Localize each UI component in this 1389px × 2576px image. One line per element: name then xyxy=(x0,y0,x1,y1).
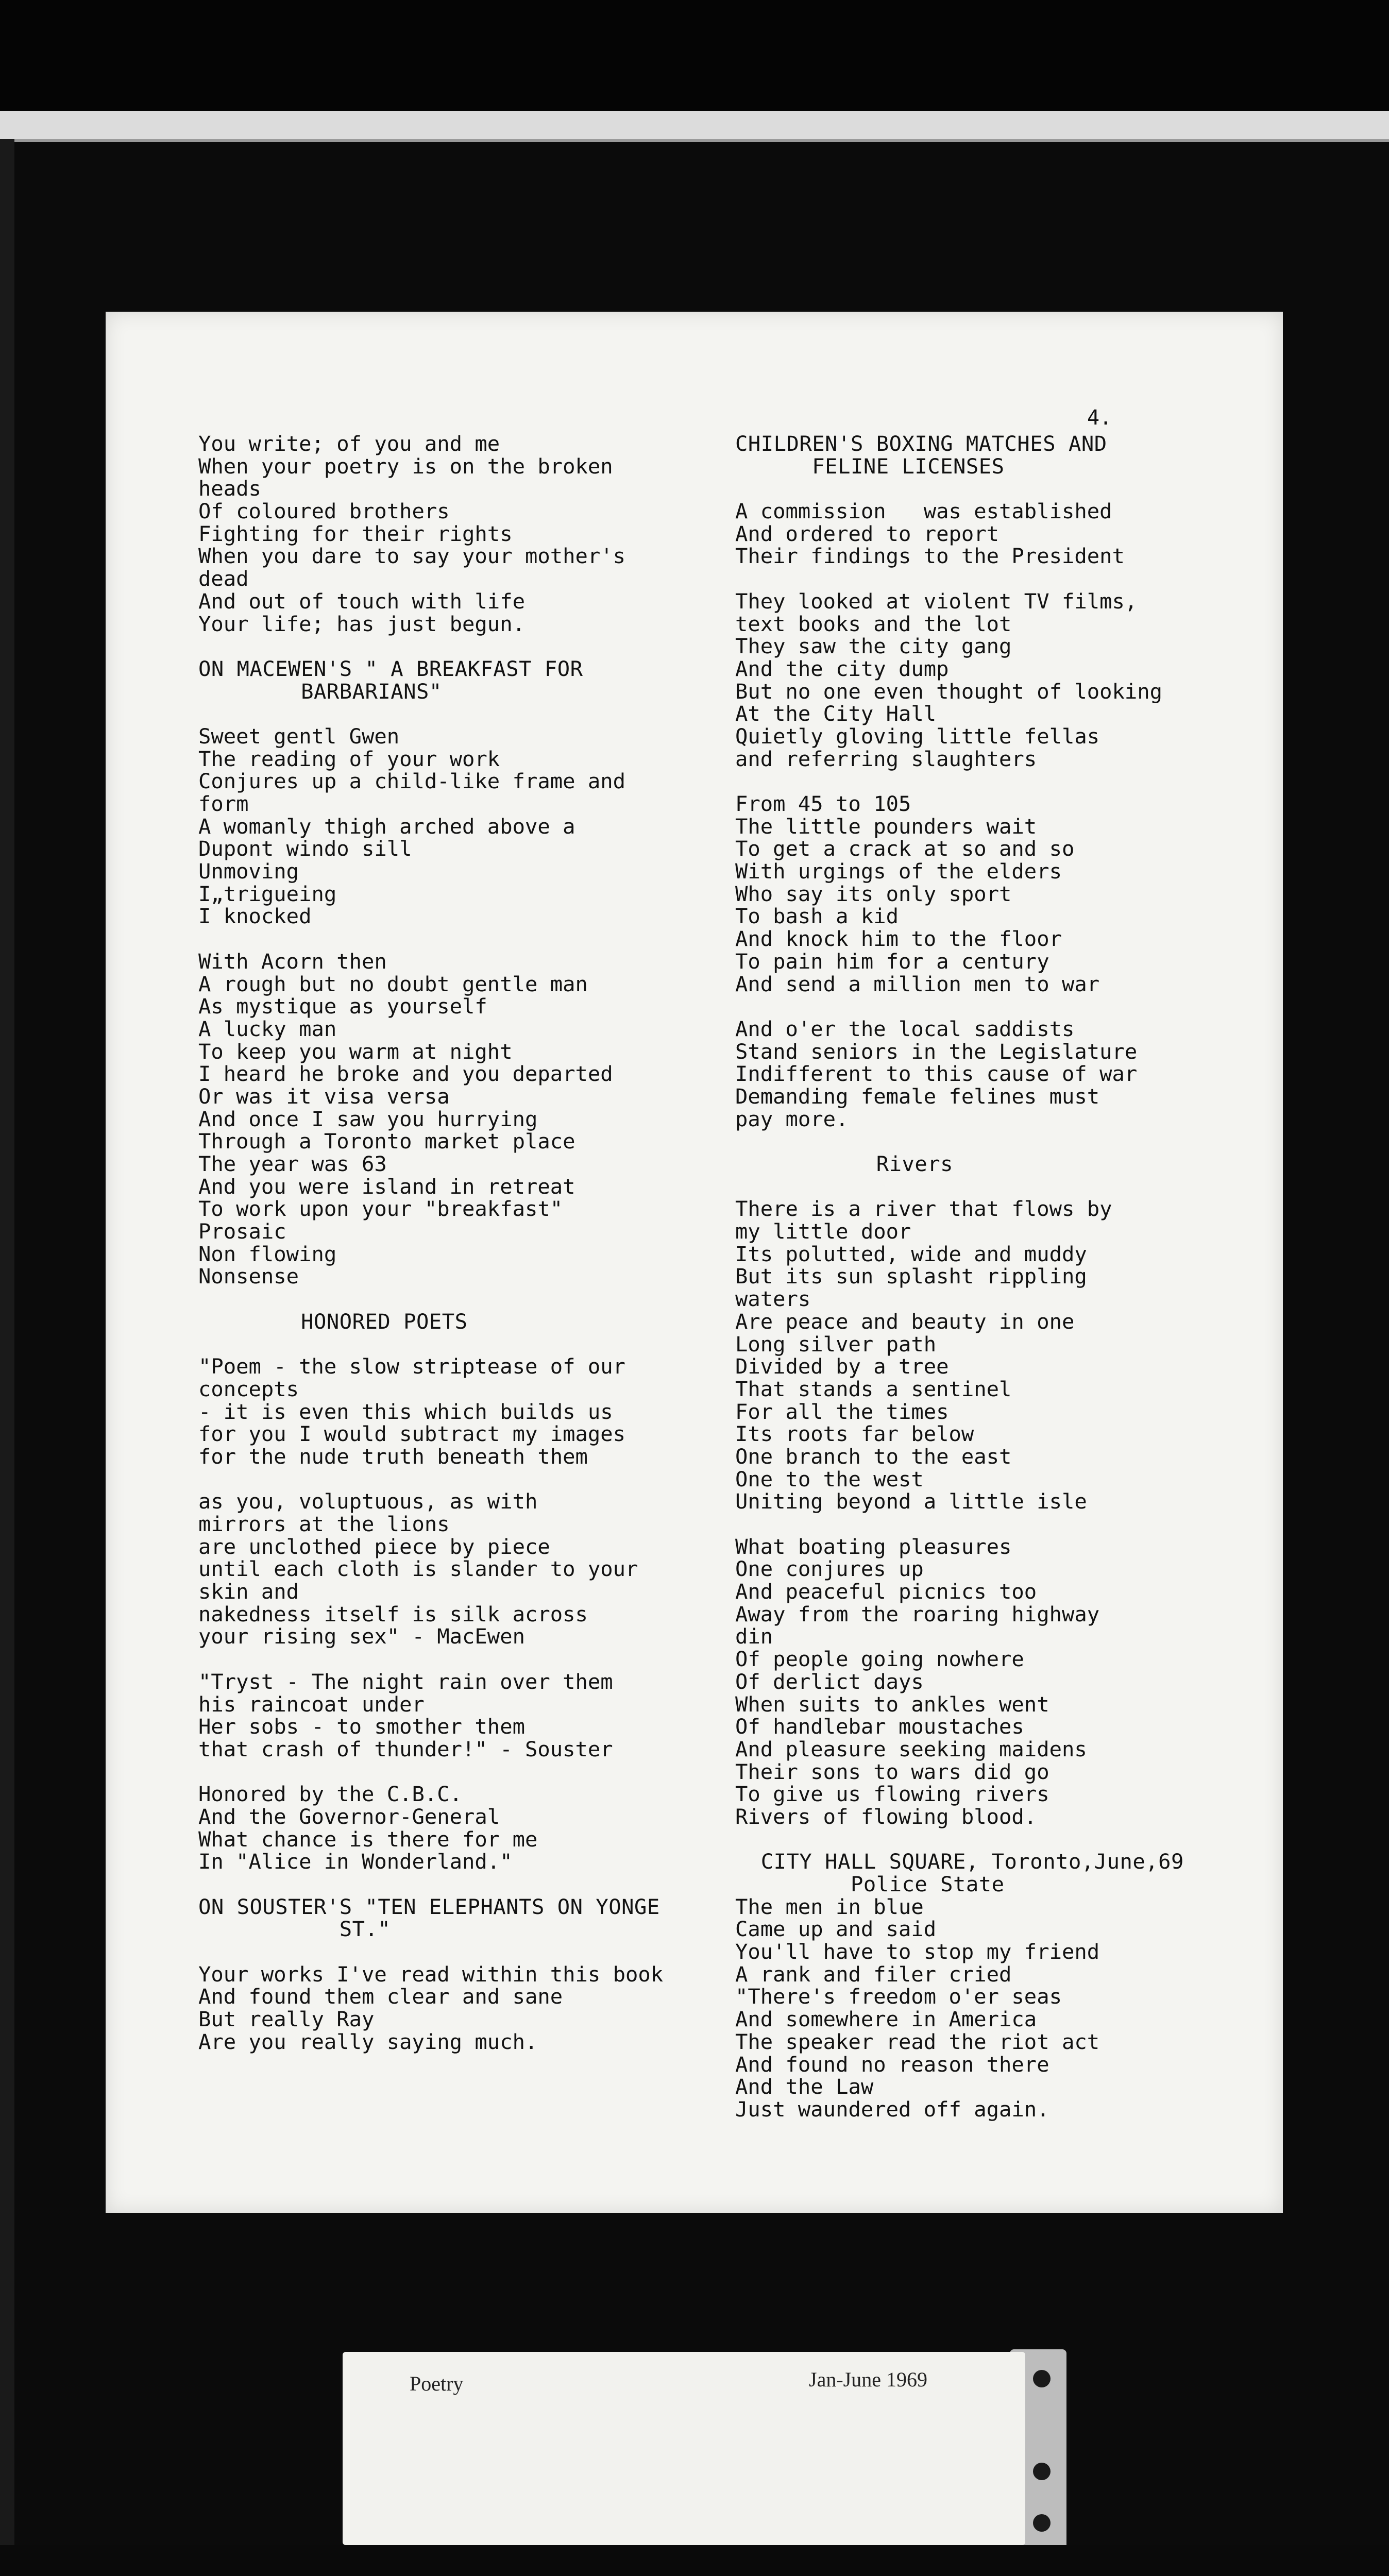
left-column-text-line: "Poem - the slow striptease of our xyxy=(198,1354,626,1379)
right-column-text-line: And peaceful picnics too xyxy=(735,1579,1037,1604)
left-column-text-line: skin and xyxy=(198,1579,299,1604)
left-column-text-line: Nonsense xyxy=(198,1264,299,1289)
right-column-text-line: A rank and filer cried xyxy=(735,1961,1012,1987)
right-column-text-line: And the Law xyxy=(735,2074,874,2099)
left-column-text-line: And the Governor-General xyxy=(198,1804,500,1829)
left-column-text-line xyxy=(198,635,744,658)
right-column-text-line: They saw the city gang xyxy=(735,634,1012,659)
right-column-text-line: Quietly gloving little fellas xyxy=(735,723,1100,749)
right-column-text-line xyxy=(735,1828,1281,1851)
punch-hole xyxy=(1033,2463,1051,2480)
film-top-border xyxy=(0,0,1389,111)
right-column-text-line: To get a crack at so and so xyxy=(735,836,1075,861)
left-column-text-line: To work upon your "breakfast" xyxy=(198,1196,563,1222)
left-column-text-line: I„trigueing xyxy=(198,881,337,906)
right-column-text-line xyxy=(735,995,1281,1018)
left-column-text-line: - it is even this which builds us xyxy=(198,1399,613,1424)
right-column-text-line: And the city dump xyxy=(735,656,949,681)
page-number: 4. xyxy=(1087,406,1112,430)
right-column-text-line: They looked at violent TV films, xyxy=(735,588,1138,614)
right-column-text-line: Rivers of flowing blood. xyxy=(735,1804,1037,1829)
left-column-text-line: A lucky man xyxy=(198,1016,337,1041)
left-column-text-line: nakedness itself is silk across xyxy=(198,1601,588,1626)
right-column-text-line: Came up and said xyxy=(735,1917,937,1942)
left-column-text-line: The year was 63 xyxy=(198,1151,387,1176)
left-column-text-line: Conjures up a child-like frame and xyxy=(198,769,626,794)
left-column-text-line: Honored by the C.B.C. xyxy=(198,1782,463,1807)
document-page xyxy=(106,312,1283,2213)
right-column-text-line: One conjures up xyxy=(735,1556,924,1582)
right-column-text-line: The little pounders wait xyxy=(735,814,1037,839)
right-column-text-line: A commission was established xyxy=(735,499,1112,524)
right-column-text-line: When suits to ankles went xyxy=(735,1691,1049,1717)
right-column-text-line: One branch to the east xyxy=(735,1444,1012,1469)
right-column-text-line: And pleasure seeking maidens xyxy=(735,1736,1087,1761)
right-column-text-line: One to the west xyxy=(735,1466,924,1492)
left-column-text-line: Of coloured brothers xyxy=(198,499,450,524)
left-column-text-line: I knocked xyxy=(198,904,312,929)
right-column-text-line: And somewhere in America xyxy=(735,2007,1037,2032)
left-column-text-line: And found them clear and sane xyxy=(198,1984,563,2009)
left-column-text-line xyxy=(198,1873,744,1896)
left-column-text-line xyxy=(198,1648,744,1671)
left-column-text-line: A rough but no doubt gentle man xyxy=(198,971,588,996)
right-column-text-line: For all the times xyxy=(735,1399,949,1424)
right-column-text-line: But no one even thought of looking xyxy=(735,679,1163,704)
left-column-text-line: for the nude truth beneath them xyxy=(198,1444,588,1469)
right-column-text-line: Who say its only sport xyxy=(735,881,1012,906)
archive-label-card xyxy=(343,2352,1025,2545)
left-column-text-line: And out of touch with life xyxy=(198,588,525,614)
right-column-text-line: To pain him for a century xyxy=(735,948,1049,974)
left-column-heading-line: HONORED POETS xyxy=(198,1309,468,1334)
right-column-text-line: Of people going nowhere xyxy=(735,1647,1024,1672)
left-column-text-line: Non flowing xyxy=(198,1241,337,1266)
right-column-text-line: And send a million men to war xyxy=(735,971,1100,996)
label-subject: Poetry xyxy=(410,2372,464,2395)
left-column-heading-line: ON MACEWEN'S " A BREAKFAST FOR xyxy=(198,656,583,681)
left-column-text-line: mirrors at the lions xyxy=(198,1512,450,1536)
right-column-text-line xyxy=(735,1130,1281,1153)
left-column-text-line: heads xyxy=(198,476,261,501)
left-column-text-line: Unmoving xyxy=(198,859,299,884)
right-column-text-line: And found no reason there xyxy=(735,2052,1049,2077)
right-column-text-line: The speaker read the riot act xyxy=(735,2029,1100,2054)
right-column-text-line: But its sun splasht rippling xyxy=(735,1264,1087,1289)
left-column-text-line: What chance is there for me xyxy=(198,1826,538,1852)
left-column-text-line: I heard he broke and you departed xyxy=(198,1061,613,1087)
right-column xyxy=(735,433,1281,2121)
right-column-text-line: Are peace and beauty in one xyxy=(735,1309,1075,1334)
right-column-text-line: To bash a kid xyxy=(735,904,899,929)
left-column-text-line xyxy=(198,1761,744,1784)
right-column-text-line: text books and the lot xyxy=(735,611,1012,636)
right-column-text-line: The men in blue xyxy=(735,1894,924,1919)
left-column-text-line: And you were island in retreat xyxy=(198,1174,575,1199)
right-column-text-line: "There's freedom o'er seas xyxy=(735,1984,1062,2009)
right-column-heading-line: CHILDREN'S BOXING MATCHES AND xyxy=(735,431,1107,456)
left-column-text-line: your rising sex" - MacEwen xyxy=(198,1624,525,1649)
left-column-text-line: Fighting for their rights xyxy=(198,521,513,546)
punch-hole xyxy=(1033,2370,1051,2387)
right-column-heading-line: Police State xyxy=(735,1872,1005,1896)
right-column-text-line: There is a river that flows by xyxy=(735,1196,1112,1222)
right-column-text-line: Of handlebar moustaches xyxy=(735,1714,1024,1739)
right-column-heading-line: Rivers xyxy=(735,1151,954,1176)
right-column-text-line: That stands a sentinel xyxy=(735,1376,1012,1401)
left-column-text-line: When you dare to say your mother's xyxy=(198,544,626,569)
right-column-text-line xyxy=(735,478,1281,500)
left-column-text-line: Her sobs - to smother them xyxy=(198,1714,525,1739)
right-column-text-line: From 45 to 105 xyxy=(735,791,911,816)
right-column-text-line: Demanding female felines must xyxy=(735,1083,1100,1109)
right-column-heading-line: CITY HALL SQUARE, Toronto,June,69 xyxy=(735,1849,1184,1874)
left-column-text-line: Prosaic xyxy=(198,1219,286,1244)
left-column-text-line: Are you really saying much. xyxy=(198,2029,538,2054)
left-column xyxy=(198,433,744,2054)
label-date: Jan-June 1969 xyxy=(809,2368,927,2391)
right-column-heading-line: FELINE LICENSES xyxy=(735,453,1005,479)
left-column-text-line: The reading of your work xyxy=(198,746,500,771)
left-column-text-line: form xyxy=(198,791,249,816)
right-column-text-line: pay more. xyxy=(735,1106,849,1131)
left-column-text-line: In "Alice in Wonderland." xyxy=(198,1849,513,1874)
left-column-text-line: But really Ray xyxy=(198,2007,375,2032)
left-column-text-line: his raincoat under xyxy=(198,1691,425,1717)
right-column-text-line: Its polutted, wide and muddy xyxy=(735,1241,1087,1266)
right-column-text-line: Divided by a tree xyxy=(735,1354,949,1379)
left-column-text-line: Dupont windo sill xyxy=(198,836,412,861)
left-column-text-line: for you I would subtract my images xyxy=(198,1421,626,1447)
left-column-text-line xyxy=(198,1941,744,1963)
right-column-text-line: Long silver path xyxy=(735,1331,937,1357)
right-column-text-line: Uniting beyond a little isle xyxy=(735,1489,1087,1514)
right-column-text-line xyxy=(735,568,1281,590)
left-column-text-line: With Acorn then xyxy=(198,948,387,974)
right-column-text-line: To give us flowing rivers xyxy=(735,1782,1049,1807)
right-column-text-line: Indifferent to this cause of war xyxy=(735,1061,1138,1087)
right-column-text-line xyxy=(735,1513,1281,1536)
right-column-text-line: and referring slaughters xyxy=(735,746,1037,771)
film-edge-strip xyxy=(0,111,1389,142)
left-column-text-line xyxy=(198,1333,744,1356)
right-column-text-line: And o'er the local saddists xyxy=(735,1016,1075,1041)
left-column-text-line: Through a Toronto market place xyxy=(198,1129,575,1154)
right-column-text-line: With urgings of the elders xyxy=(735,859,1062,884)
left-column-text-line: And once I saw you hurrying xyxy=(198,1106,538,1131)
right-column-text-line: Their findings to the President xyxy=(735,544,1125,569)
right-column-text-line: Away from the roaring highway xyxy=(735,1601,1100,1626)
left-column-text-line: are unclothed piece by piece xyxy=(198,1534,550,1559)
left-column-text-line xyxy=(198,928,744,951)
left-column-text-line: Or was it visa versa xyxy=(198,1083,450,1109)
right-column-text-line: waters xyxy=(735,1286,811,1312)
right-column-text-line: You'll have to stop my friend xyxy=(735,1939,1100,1964)
left-column-heading-line: ST." xyxy=(198,1917,391,1942)
film-left-margin xyxy=(0,139,14,2576)
right-column-text-line xyxy=(735,1176,1281,1198)
right-column-text-line: And ordered to report xyxy=(735,521,1000,546)
right-column-text-line: Of derlict days xyxy=(735,1669,924,1694)
right-column-text-line: Its roots far below xyxy=(735,1421,974,1447)
left-column-text-line xyxy=(198,1468,744,1491)
film-bottom-border xyxy=(0,2545,1389,2576)
right-column-text-line: Just waundered off again. xyxy=(735,2096,1049,2122)
left-column-text-line: dead xyxy=(198,566,249,591)
left-column-text-line: Sweet gentl Gwen xyxy=(198,723,400,749)
left-column-text-line: Your works I've read within this book xyxy=(198,1961,664,1987)
right-column-text-line: din xyxy=(735,1624,773,1649)
right-column-text-line: And knock him to the floor xyxy=(735,926,1062,952)
left-column-text-line: as you, voluptuous, as with xyxy=(198,1489,538,1514)
left-column-text-line: that crash of thunder!" - Souster xyxy=(198,1736,613,1761)
punch-hole xyxy=(1033,2514,1051,2532)
left-column-text-line: As mystique as yourself xyxy=(198,994,487,1019)
left-column-text-line xyxy=(198,1288,744,1311)
right-column-text-line: Stand seniors in the Legislature xyxy=(735,1039,1138,1064)
left-column-text-line: When your poetry is on the broken xyxy=(198,453,613,479)
left-column-text-line: A womanly thigh arched above a xyxy=(198,814,575,839)
right-column-text-line: At the City Hall xyxy=(735,701,937,726)
right-column-text-line: my little door xyxy=(735,1219,911,1244)
left-column-text-line: You write; of you and me xyxy=(198,431,500,456)
right-column-text-line: What boating pleasures xyxy=(735,1534,1012,1559)
left-column-text-line: "Tryst - The night rain over them xyxy=(198,1669,613,1694)
left-column-text-line xyxy=(198,703,744,725)
right-column-text-line: Their sons to wars did go xyxy=(735,1759,1049,1784)
left-column-text-line: until each cloth is slander to your xyxy=(198,1556,638,1582)
right-column-text-line xyxy=(735,770,1281,793)
left-column-text-line: Your life; has just begun. xyxy=(198,611,525,636)
left-column-text-line: concepts xyxy=(198,1376,299,1401)
left-column-text-line: To keep you warm at night xyxy=(198,1039,513,1064)
left-column-heading-line: BARBARIANS" xyxy=(198,679,442,704)
left-column-heading-line: ON SOUSTER'S "TEN ELEPHANTS ON YONGE xyxy=(198,1894,660,1919)
